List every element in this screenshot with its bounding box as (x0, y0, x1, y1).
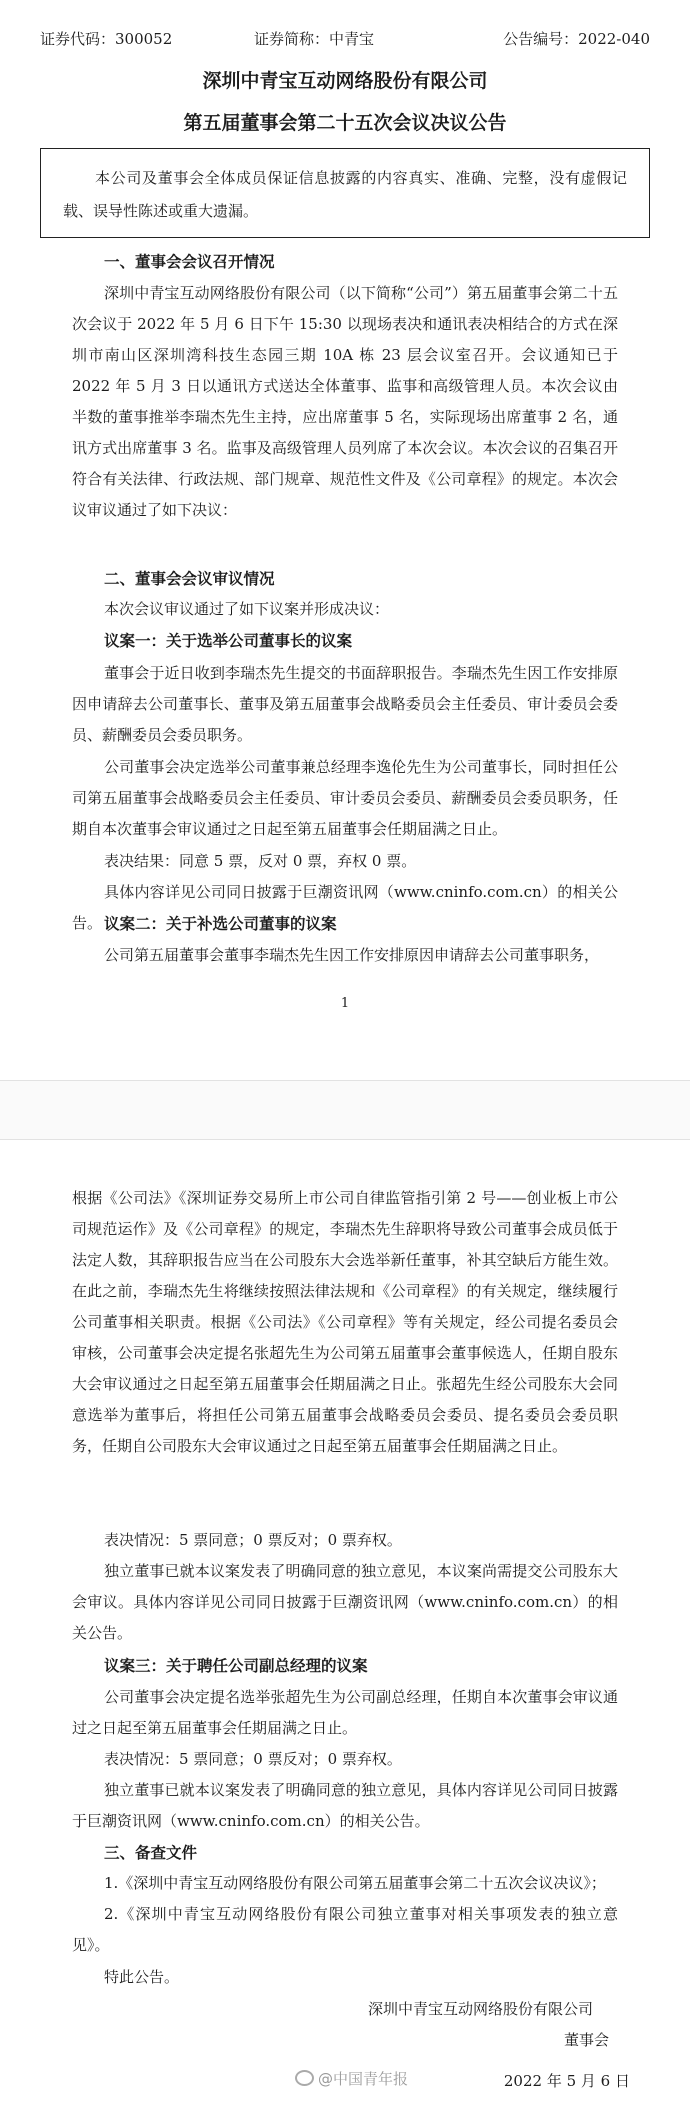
motion-2-para-continued: 根据《公司法》《深圳证券交易所上市公司自律监管指引第 2 号——创业板上市公司规范运作》及《公司章程》的规定，李瑞杰先生辞职将导致公司董事会成员低于法定人数，其辞职报告应当在公司股东大会选举新任董事，补其空缺后方能生效。在此之前，李瑞杰先生将继续按照法律法规和《公司章程》的有关规定，继续履行公司董事相关职责。根据《公司法》《公司章程》等有关规定，经公司提名委员会审核，公司董事会决定提名张超先生为公司第五届董事会董事候选人，任期自股东大会审议通过之日起至第五届董事会任期届满之日止。张超先生经公司股东大会同意选举为董事后，将担任公司第五届董事会战略委员会委员、提名委员会委员职务，任期自公司股东大会审议通过之日起至第五届董事会任期届满之日止。 (72, 1189, 618, 1455)
motion-2-title: 议案二：关于补选公司董事的议案 (104, 914, 337, 933)
announcement-title: 第五届董事会第二十五次会议决议公告 (183, 112, 507, 134)
motion-1-vote: 表决结果：同意 5 票，反对 0 票，弃权 0 票。 (104, 852, 417, 870)
section-3-heading: 三、备查文件 (104, 1843, 198, 1862)
motion-2-vote: 表决情况：5 票同意；0 票反对；0 票弃权。 (104, 1531, 402, 1549)
motion-1-title: 议案一：关于选举公司董事长的议案 (104, 631, 353, 650)
document-page-2 (0, 1140, 690, 2103)
motion-2-independent-opinion: 独立董事已就本议案发表了明确同意的独立意见，本议案尚需提交公司股东大会审议。具体内容详见公司同日披露于巨潮资讯网（www.cninfo.com.cn）的相关公告。 (72, 1562, 618, 1642)
motion-1-disclosure: 具体内容详见公司同日披露于巨潮资讯网（www.cninfo.com.cn）的相关公告。 (72, 883, 618, 932)
motion-1-para-2: 公司董事会决定选举公司董事兼总经理李逸伦先生为公司董事长，同时担任公司第五届董事会战略委员会主任委员、审计委员会委员、薪酬委员会委员职务，任期自本次董事会审议通过之日起至第五届董事会任期届满之日止。 (72, 758, 618, 838)
reference-doc-2: 2.《深圳中青宝互动网络股份有限公司独立董事对相关事项发表的独立意见》。 (72, 1905, 618, 1954)
motion-3-title: 议案三：关于聘任公司副总经理的议案 (104, 1656, 368, 1675)
motion-2-para-start: 公司第五届董事会董事李瑞杰先生因工作安排原因申请辞去公司董事职务， (104, 946, 600, 964)
signature-date: 2022 年 5 月 6 日 (503, 2072, 630, 2090)
page-separator (0, 1080, 690, 1140)
page-number: 1 (340, 996, 350, 1011)
motion-1-para-1: 董事会于近日收到李瑞杰先生提交的书面辞职报告。李瑞杰先生因工作安排原因申请辞去公司董事长、董事及第五届董事会战略委员会主任委员、审计委员会委员、薪酬委员会委员职务。 (72, 664, 618, 744)
disclaimer-box (40, 148, 650, 238)
section-2-intro: 本次会议审议通过了如下议案并形成决议： (104, 600, 390, 618)
section-1-body: 深圳中青宝互动网络股份有限公司（以下简称“公司”）第五届董事会第二十五次会议于 2022 年 5 月 6 日下午 15:30 以现场表决和通讯表决相结合的方式在深圳市南山区深圳湾科技生态园三期 10A 栋 23 层会议室召开。会议通知已于 2022 年 5 月 3 日以通讯方式送达全体董事、监事和高级管理人员。本次会议由半数的董事推举李瑞杰先生主持，应出席董事 5 名，实际现场出席董事 2 名，通讯方式出席董事 3 名。监事及高级管理人员列席了本次会议。本次会议的召集召开符合有关法律、行政法规、部门规章、规范性文件及《公司章程》的规定。本次会议审议通过了如下决议： (72, 284, 618, 519)
stock-code: 证券代码：300052 (40, 30, 173, 48)
motion-3-vote: 表决情况：5 票同意；0 票反对；0 票弃权。 (104, 1750, 402, 1768)
motion-3-para-1: 公司董事会决定提名选举张超先生为公司副总经理，任期自本次董事会审议通过之日起至第五届董事会任期届满之日止。 (72, 1688, 618, 1737)
reference-doc-1: 1.《深圳中青宝互动网络股份有限公司第五届董事会第二十五次会议决议》； (104, 1874, 606, 1892)
company-title: 深圳中青宝互动网络股份有限公司 (202, 70, 488, 92)
stock-abbreviation: 证券简称：中青宝 (254, 30, 375, 48)
section-2-heading: 二、董事会会议审议情况 (104, 569, 275, 588)
signature-board: 董事会 (564, 2031, 610, 2049)
weibo-icon (295, 2070, 314, 2086)
section-1-heading: 一、董事会会议召开情况 (104, 252, 275, 271)
disclaimer-text: 本公司及董事会全体成员保证信息披露的内容真实、准确、完整，没有虚假记载、误导性陈述或重大遗漏。 (63, 169, 627, 220)
document-header (40, 28, 650, 50)
motion-3-independent-opinion: 独立董事已就本议案发表了明确同意的独立意见，具体内容详见公司同日披露于巨潮资讯网（www.cninfo.com.cn）的相关公告。 (72, 1781, 618, 1830)
closing-statement: 特此公告。 (104, 1968, 180, 1986)
signature-company: 深圳中青宝互动网络股份有限公司 (368, 2000, 594, 2018)
watermark-text: @中国青年报 (318, 2070, 409, 2088)
weibo-watermark (295, 2068, 408, 2089)
announcement-number: 公告编号：2022-040 (503, 30, 650, 48)
